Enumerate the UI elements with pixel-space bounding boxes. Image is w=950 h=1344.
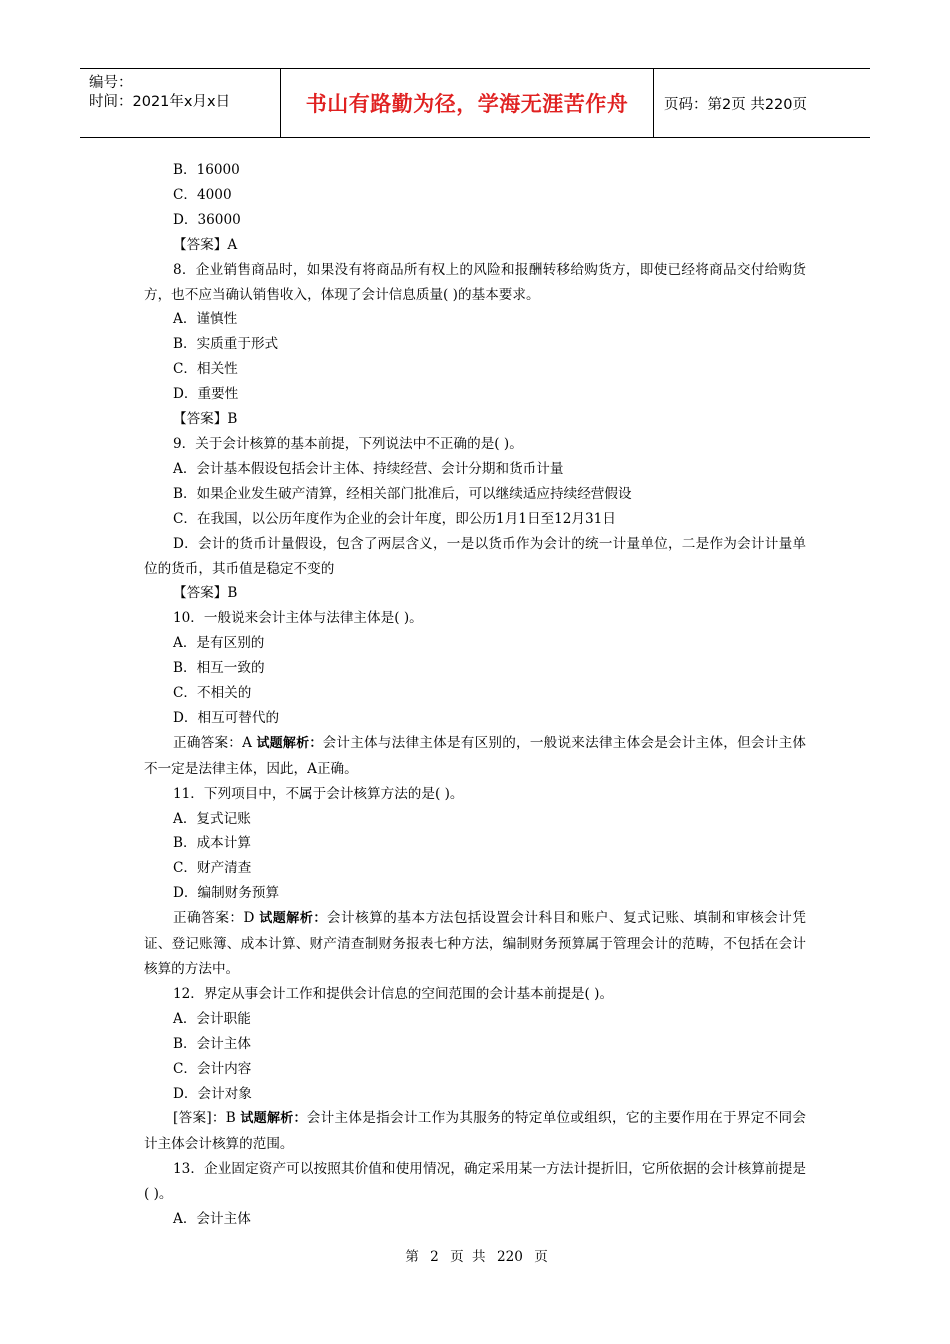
text-line: 13．企业固定资产可以按照其价值和使用情况，确定采用某一方法计提折旧，它所依据的会计核算前提是( )。 — [144, 1161, 806, 1203]
text-line: B．成本计算 — [173, 835, 251, 852]
text-line: A．会计基本假设包括会计主体、持续经营、会计分期和货币计量 — [173, 460, 564, 477]
text-line: C．会计内容 — [173, 1060, 252, 1077]
header-page-info: 页码：第2页 共220页 — [664, 96, 808, 113]
footer-mid: 页 共 — [450, 1249, 486, 1265]
document-header — [80, 68, 870, 138]
document-number-label: 编号： — [89, 75, 133, 91]
text-line: 11．下列项目中，不属于会计核算方法的是( )。 — [173, 785, 464, 802]
text-line: 12．界定从事会计工作和提供会计信息的空间范围的会计基本前提是( )。 — [173, 985, 614, 1002]
text-line: A．谨慎性 — [173, 311, 238, 328]
text-line: D．相互可替代的 — [173, 709, 280, 726]
text-line: C．相关性 — [173, 361, 238, 378]
text-line: A．会计职能 — [173, 1010, 251, 1027]
document-time-label: 时间：2021年x月x日 — [89, 94, 231, 110]
analysis-label: 试题解析： — [256, 735, 323, 751]
text-line: D．36000 — [173, 211, 241, 228]
text-line: A．会计主体 — [173, 1211, 251, 1228]
answer-text: [答案]：B — [173, 1110, 241, 1127]
footer-suffix: 页 — [534, 1249, 548, 1265]
text-line: 【答案】B — [173, 585, 238, 602]
footer-prefix: 第 — [405, 1249, 419, 1265]
header-meta-cell — [80, 69, 281, 137]
text-line: B．相互一致的 — [173, 660, 265, 677]
analysis-label: 试题解析： — [240, 1111, 307, 1127]
footer-total-pages: 220 — [496, 1249, 523, 1265]
text-line — [144, 731, 806, 782]
text-line: D．重要性 — [173, 386, 239, 403]
answer-text: 会计主体与法律主体是有区别的，一般说来法律主体会是会计主体，但会计主体不一定是法律主体，因此，A正确。 — [144, 734, 806, 777]
answer-text: 会计核算的基本方法包括设置会计科目和账户、复式记账、填制和审核会计凭证、登记账簿、成本计算、财产清查制财务报表七种方法，编制财务预算属于管理会计的范畴，不包括在会计核算的方法中。 — [144, 910, 806, 977]
text-line: D．会计对象 — [173, 1085, 252, 1102]
header-motto: 书山有路勤为径，学海无涯苦作舟 — [281, 69, 654, 137]
analysis-label: 试题解析： — [259, 911, 327, 927]
text-line: C．财产清查 — [173, 860, 252, 877]
text-line — [144, 1106, 806, 1157]
text-line: 【答案】B — [173, 411, 238, 428]
text-line — [144, 906, 806, 982]
text-line: 10．一般说来会计主体与法律主体是( )。 — [173, 610, 423, 627]
page-footer — [0, 1245, 950, 1265]
footer-page-number: 2 — [430, 1249, 439, 1265]
text-line: B．16000 — [173, 162, 240, 178]
text-line: D．会计的货币计量假设，包含了两层含义，一是以货币作为会计的统一计量单位，二是作为会计计量单位的货币，其币值是稳定不变的 — [144, 535, 806, 577]
answer-text: 会计主体是指会计工作为其服务的特定单位或组织，它的主要作用在于界定不同会计主体会计核算的范围。 — [144, 1110, 806, 1153]
text-line: 【答案】A — [173, 236, 238, 253]
text-line: 8．企业销售商品时，如果没有将商品所有权上的风险和报酬转移给购货方，即使已经将商品交付给购货方，也不应当确认销售收入，体现了会计信息质量( )的基本要求。 — [144, 261, 806, 303]
text-line: D．编制财务预算 — [173, 885, 280, 902]
text-line: C．不相关的 — [173, 685, 252, 702]
text-line: A．复式记账 — [173, 810, 251, 827]
text-line: C．4000 — [173, 186, 232, 203]
text-line: C．在我国，以公历年度作为企业的会计年度，即公历1月1日至12月31日 — [173, 510, 616, 527]
text-line: 9．关于会计核算的基本前提，下列说法中不正确的是( )。 — [173, 435, 523, 452]
answer-text: 正确答案：D — [173, 910, 260, 927]
text-line: B．实质重于形式 — [173, 336, 279, 353]
text-line: A．是有区别的 — [173, 635, 265, 652]
text-line: B．会计主体 — [173, 1035, 251, 1052]
text-line: B．如果企业发生破产清算，经相关部门批准后，可以继续适应持续经营假设 — [173, 485, 632, 502]
document-body — [144, 158, 806, 1232]
answer-text: 正确答案：A — [173, 734, 257, 751]
